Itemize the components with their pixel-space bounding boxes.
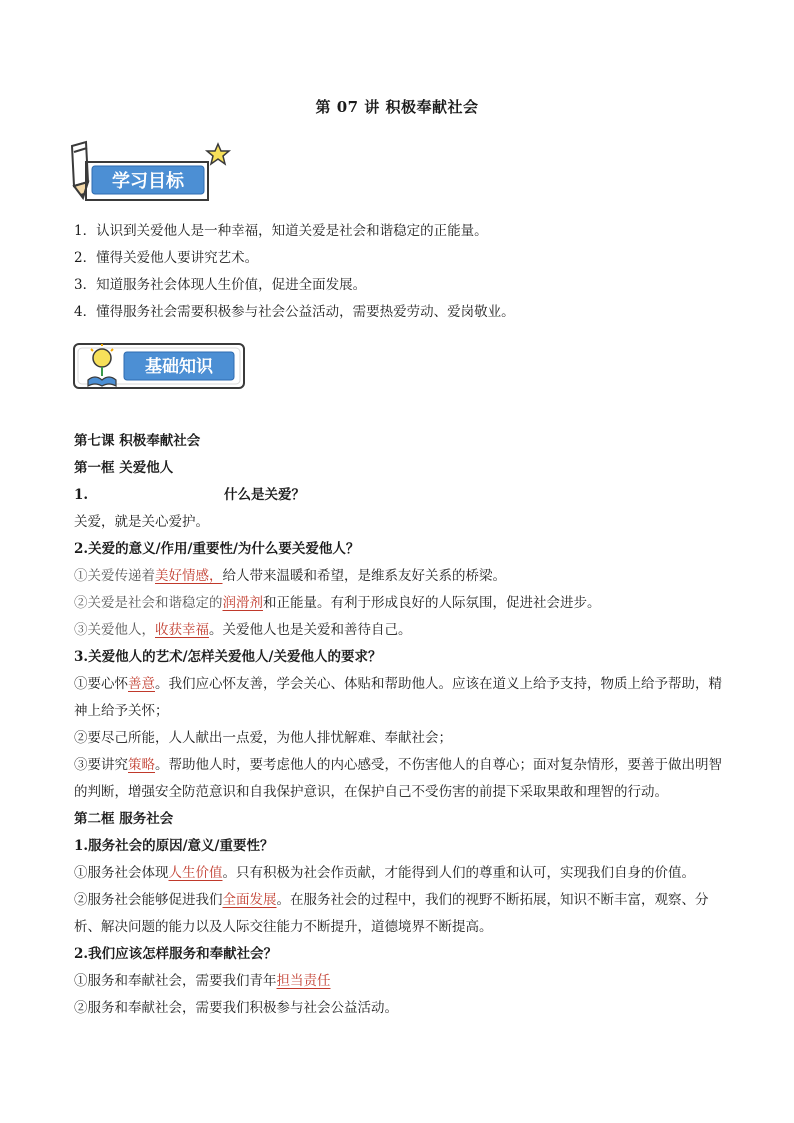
answer-text: ②关爱是社会和谐稳定的 bbox=[74, 595, 223, 611]
question-title: 什么是关爱？ bbox=[224, 487, 305, 503]
key-term: 人生价值 bbox=[168, 865, 223, 881]
answer-text: 。帮助他人时，要考虑他人的内心感受，不伤害他人的自尊心；面对复杂情形，要善于做出明智的判断，增强安全防范意识和自我保护意识，在保护自己不受伤害的前提下采取果敢和理智的行动。 bbox=[74, 757, 722, 800]
goal-item: 2．懂得关爱他人要讲究艺术。 bbox=[74, 250, 259, 266]
answer-text: 。关爱他人也是关爱和善待自己。 bbox=[209, 622, 412, 638]
key-term: 美好情感， bbox=[155, 568, 223, 584]
key-term: 策略 bbox=[128, 757, 155, 773]
star-icon bbox=[207, 144, 229, 164]
answer-text: ②服务社会能够促进我们 bbox=[74, 892, 223, 908]
answer-line: 关爱，就是关心爱护。 bbox=[74, 514, 209, 530]
answer-line bbox=[74, 860, 734, 887]
answer-line bbox=[74, 590, 734, 617]
answer-text: 和正能量。有利于形成良好的人际氛围，促进社会进步。 bbox=[263, 595, 601, 611]
answer-text: ①要心怀 bbox=[74, 676, 128, 692]
question-heading bbox=[74, 482, 734, 509]
answer-text: 。只有积极为社会作贡献，才能得到人们的尊重和认可，实现我们自身的价值。 bbox=[222, 865, 695, 881]
answer-text: ①服务社会体现 bbox=[74, 865, 169, 881]
question-number: 1. bbox=[74, 487, 89, 503]
goal-item: 3．知道服务社会体现人生价值，促进全面发展。 bbox=[74, 277, 367, 293]
key-term: 担当责任 bbox=[276, 973, 331, 989]
answer-line bbox=[74, 752, 734, 806]
goal-item: 1．认识到关爱他人是一种幸福，知道关爱是社会和谐稳定的正能量。 bbox=[74, 223, 488, 239]
page-title: 第 07 讲 积极奉献社会 bbox=[315, 98, 479, 116]
question-heading: 1.服务社会的原因/意义/重要性？ bbox=[74, 838, 274, 854]
learning-goals-banner bbox=[66, 136, 234, 208]
answer-line bbox=[74, 671, 734, 725]
answer-line: ②服务和奉献社会，需要我们积极参与社会公益活动。 bbox=[74, 1000, 398, 1016]
answer-text: ③要讲究 bbox=[74, 757, 128, 773]
answer-text: ③关爱他人， bbox=[74, 622, 155, 638]
basic-knowledge-label: 基础知识 bbox=[145, 357, 213, 377]
key-term: 全面发展 bbox=[222, 892, 277, 908]
question-heading: 2.关爱的意义/作用/重要性/为什么要关爱他人？ bbox=[74, 541, 360, 557]
goal-item: 4．懂得服务社会需要积极参与社会公益活动，需要热爱劳动、爱岗敬业。 bbox=[74, 304, 515, 320]
learning-goals-list bbox=[74, 218, 734, 326]
answer-line bbox=[74, 617, 734, 644]
section-heading: 第二框 服务社会 bbox=[74, 811, 174, 827]
lesson-heading: 第七课 积极奉献社会 bbox=[74, 433, 201, 449]
key-term: 润滑剂 bbox=[222, 595, 263, 611]
answer-line: ②要尽己所能，人人献出一点爱，为他人排忧解难、奉献社会； bbox=[74, 730, 452, 746]
knowledge-content bbox=[74, 428, 734, 1022]
key-term: 善意 bbox=[128, 676, 155, 692]
answer-line bbox=[74, 968, 734, 995]
answer-text: 给人带来温暖和希望，是维系友好关系的桥梁。 bbox=[222, 568, 506, 584]
answer-line bbox=[74, 887, 734, 941]
answer-text: ①服务和奉献社会，需要我们青年 bbox=[74, 973, 277, 989]
answer-text: 。在服务社会的过程中，我们的视野不断拓展，知识不断丰富，观察、分析、解决问题的能力以及人际交往能力不断提升，道德境界不断提高。 bbox=[74, 892, 709, 935]
learning-goals-label: 学习目标 bbox=[112, 171, 184, 192]
answer-line bbox=[74, 563, 734, 590]
question-heading: 2.我们应该怎样服务和奉献社会？ bbox=[74, 946, 278, 962]
answer-text: 。我们应心怀友善，学会关心、体贴和帮助他人。应该在道义上给予支持，物质上给予帮助，精神上给予关怀； bbox=[74, 676, 722, 719]
answer-text: ①关爱传递着 bbox=[74, 568, 155, 584]
basic-knowledge-banner bbox=[72, 338, 248, 394]
question-heading: 3.关爱他人的艺术/怎样关爱他人/关爱他人的要求？ bbox=[74, 649, 382, 665]
key-term: 收获幸福 bbox=[155, 622, 209, 638]
section-heading: 第一框 关爱他人 bbox=[74, 460, 174, 476]
